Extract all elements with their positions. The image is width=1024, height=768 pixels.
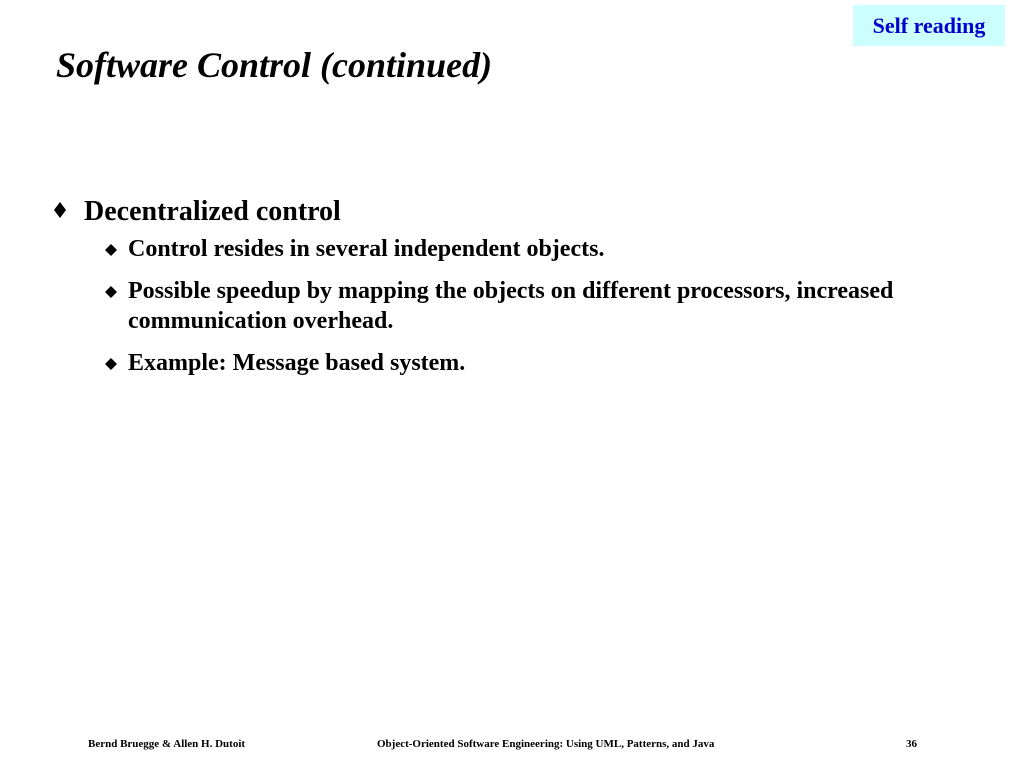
self-reading-label: Self reading (872, 13, 986, 38)
subbullet-possible-speedup (0, 276, 948, 336)
footer-book-title: Object-Oriented Software Engineering: Using UML, Patterns, and Java (377, 738, 715, 750)
diamond-bullet-icon (54, 202, 66, 218)
subbullet-text: Control resides in several independent objects. (128, 236, 605, 262)
subbullet-text: Example: Message based system. (128, 350, 466, 376)
diamond-bullet-icon (105, 286, 117, 298)
subbullet-example (0, 348, 948, 378)
diamond-bullet-icon (105, 358, 117, 370)
footer-page-number: 36 (906, 738, 917, 750)
slide-content (0, 190, 1024, 390)
bullet-text: Decentralized control (84, 196, 341, 227)
slide-footer (0, 736, 1024, 752)
footer-authors: Bernd Bruegge & Allen H. Dutoit (88, 738, 246, 750)
subbullet-text: Possible speedup by mapping the objects on different processors, increased communication overhead. (128, 278, 894, 334)
bullet-decentralized-control (0, 190, 1024, 234)
slide-title: Software Control (continued) (56, 45, 493, 85)
self-reading-badge (853, 5, 1005, 46)
subbullet-list (0, 234, 1024, 378)
subbullet-control-resides (0, 234, 948, 264)
diamond-bullet-icon (105, 244, 117, 256)
